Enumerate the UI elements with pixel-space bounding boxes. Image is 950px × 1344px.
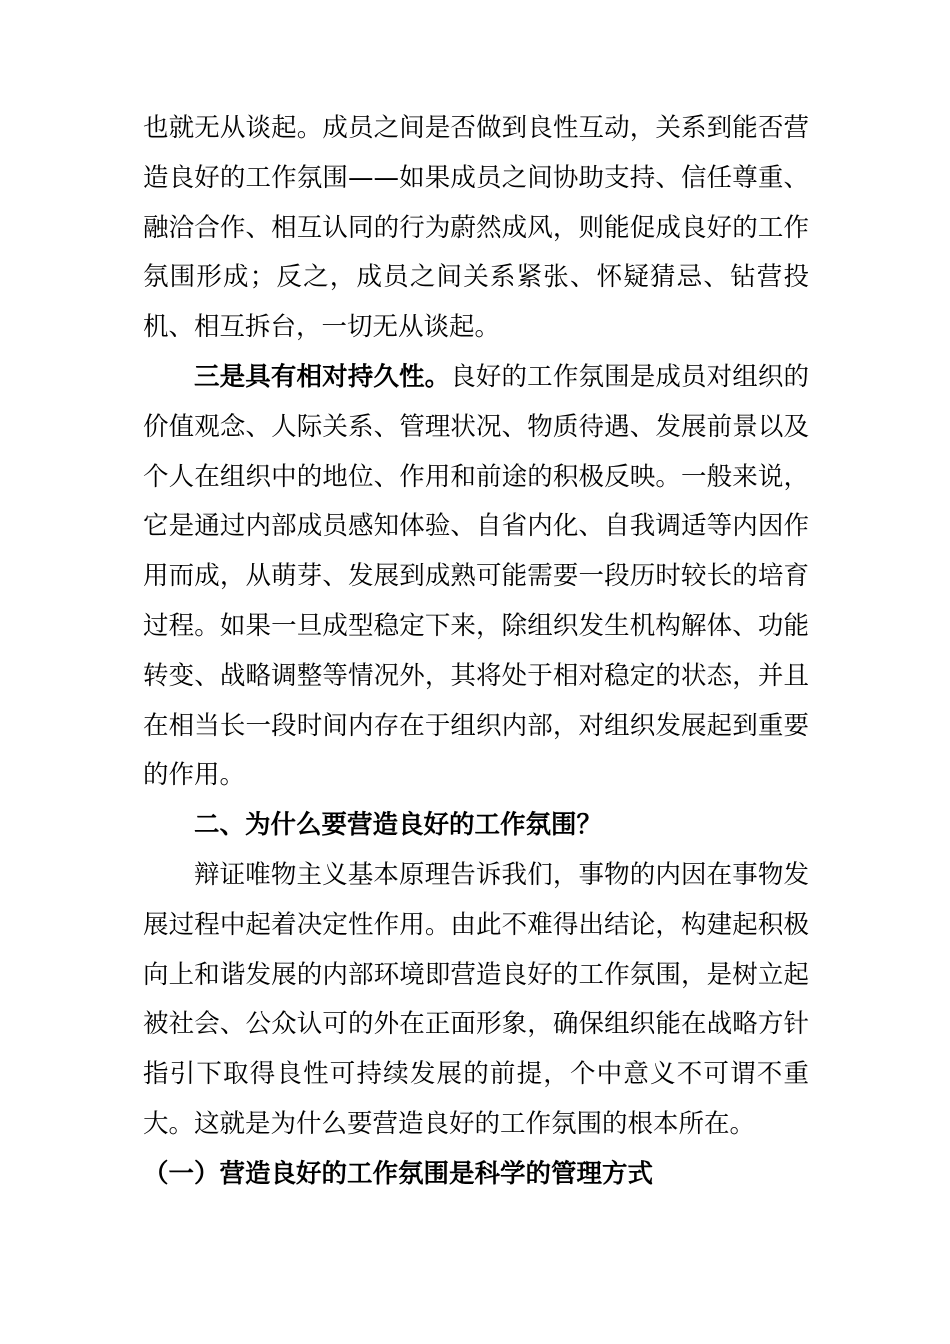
point-three-body: 良好的工作氛围是成员对组织的价值观念、人际关系、管理状况、物质待遇、发展前景以及个人在组织中的地位、作用和前途的积极反映。一般来说，它是通过内部成员感知体验、自省内化、自我调适等内因作用而成，从萌芽、发展到成熟可能需要一段历时较长的培育过程。如果一旦成型稳定下来，除组织发生机构解体、功能转变、战略调整等情况外，其将处于相对稳定的状态，并且在相当长一段时间内存在于组织内部，对组织发展起到重要的作用。 (143, 361, 809, 791)
section-two-heading: 二、为什么要营造良好的工作氛围？ (194, 810, 603, 841)
subsection-one-heading: （一）营造良好的工作氛围是科学的管理方式 (143, 1158, 654, 1189)
section-two-body: 辩证唯物主义基本原理告诉我们，事物的内因在事物发展过程中起着决定性作用。由此不难得出结论，构建起积极向上和谐发展的内部环境即营造良好的工作氛围，是树立起被社会、公众认可的外在正面形象，确保组织能在战略方针指引下取得良性可持续发展的前提，个中意义不可谓不重大。这就是为什么要营造良好的工作氛围的根本所在。 (143, 859, 809, 1139)
paragraph-point-three (143, 353, 809, 801)
paragraph-continued: 也就无从谈起。成员之间是否做到良性互动，关系到能否营造良好的工作氛围——如果成员之间协助支持、信任尊重、融洽合作、相互认同的行为蔚然成风，则能促成良好的工作氛围形成；反之，成员之间关系紧张、怀疑猜忌、钻营投机、相互拆台，一切无从谈起。 (143, 113, 809, 343)
document-body (143, 104, 809, 1200)
point-three-lead: 三是具有相对持久性。 (194, 361, 451, 392)
